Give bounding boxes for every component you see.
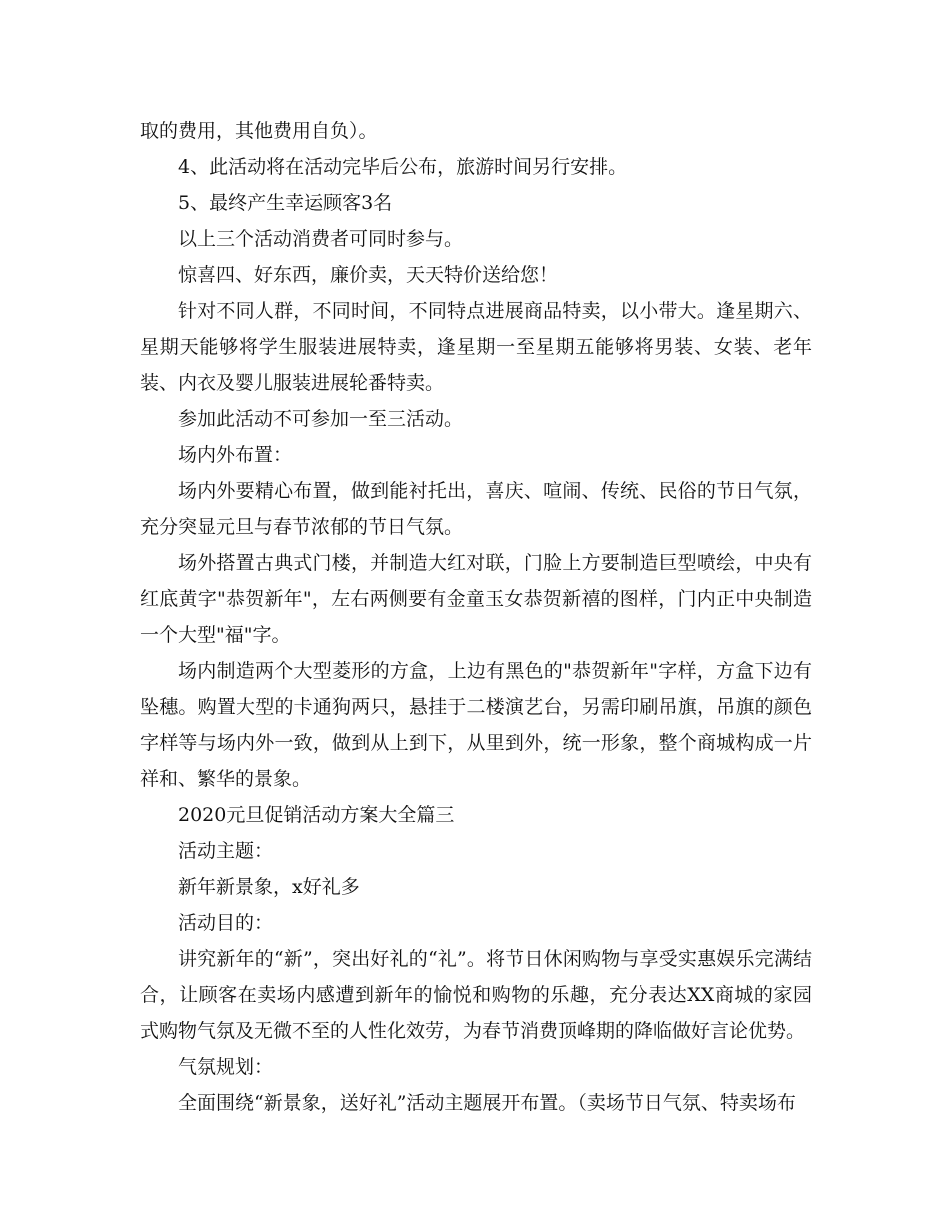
- paragraph-theme-heading: 活动主题：: [178, 840, 274, 862]
- paragraph-surprise-four-heading: 惊喜四、好东西，廉价卖，天天特价送给您！: [178, 264, 559, 286]
- paragraph-outdoor-gate: 场外搭置古典式门楼，并制造大红对联，门脸上方要制造巨型喷绘，中央有红底黄字"恭贺新年"，左右两侧要有金童玉女恭贺新禧的图样，门内正中央制造一个大型"福"字。: [140, 552, 812, 646]
- paragraph-special-sale: 针对不同人群，不同时间，不同特点进展商品特卖，以小带大。逢星期六、星期天能够将学生服装进展特卖，逢星期一至星期五能够将男装、女装、老年装、内衣及婴儿服装进展轮番特卖。: [140, 300, 812, 394]
- paragraph-atmosphere: 全面围绕“新景象，送好礼”活动主题展开布置。（卖场节日气氛、特卖场布: [178, 1092, 796, 1114]
- paragraph-rule-5: 5、最终产生幸运顾客3名: [178, 192, 393, 214]
- paragraph-purpose-heading: 活动目的：: [178, 912, 274, 934]
- paragraph-purpose: 讲究新年的“新”，突出好礼的“礼”。将节日休闲购物与享受实惠娱乐完满结合，让顾客在卖场内感遭到新年的愉悦和购物的乐趣，充分表达XX商城的家园式购物气氛及无微不至的人性化效劳，为春节消费顶峰期的降临做好言论优势。: [140, 948, 812, 1042]
- paragraph-exclusion-note: 参加此活动不可参加一至三活动。: [178, 408, 464, 430]
- paragraph-atmosphere-heading: 气氛规划：: [178, 1056, 274, 1078]
- document-body: [140, 113, 812, 1121]
- paragraph-rule-4: 4、此活动将在活动完毕后公布，旅游时间另行安排。: [178, 156, 628, 178]
- paragraph-participation-note: 以上三个活动消费者可同时参与。: [178, 228, 464, 250]
- paragraph-fee-note: 取的费用，其他费用自负）。: [140, 120, 378, 142]
- paragraph-theme: 新年新景象，x好礼多: [178, 876, 360, 898]
- paragraph-indoor-decoration: 场内制造两个大型菱形的方盒，上边有黑色的"恭贺新年"字样，方盒下边有坠穗。购置大型的卡通狗两只，悬挂于二楼演艺台，另需印刷吊旗，吊旗的颜色字样等与场内外一致，做到从上到下，从里到外，统一形象，整个商城构成一片祥和、繁华的景象。: [140, 660, 812, 790]
- paragraph-venue-heading: 场内外布置：: [178, 444, 293, 466]
- section-title-plan-three: 2020元旦促销活动方案大全篇三: [178, 804, 455, 826]
- paragraph-venue-decoration: 场内外要精心布置，做到能衬托出，喜庆、喧闹、传统、民俗的节日气氛，充分突显元旦与春节浓郁的节日气氛。: [140, 480, 812, 538]
